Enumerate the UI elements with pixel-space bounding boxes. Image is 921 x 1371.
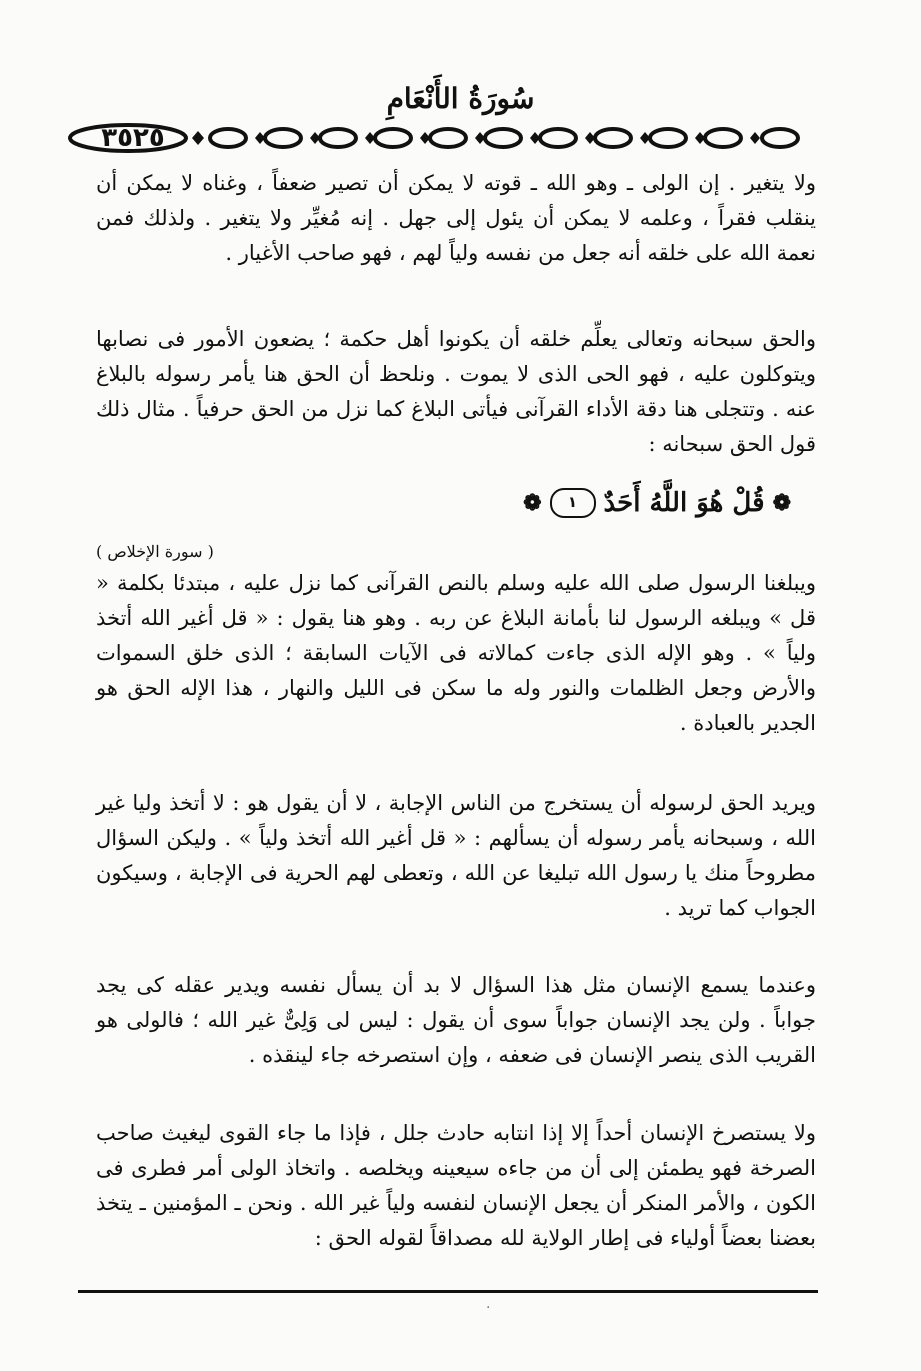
paragraph-5: وعندما يسمع الإنسان مثل هذا السؤال لا بد أن يسأل نفسه ويدير عقله كى يجد جواباً . ولن يجد الإنسان جواباً سوى أن يقول : ليس لى وَلِىٌّ غير الله ؛ فالولى هو القريب الذى ينصر الإنسان فى ضعفه ، وإن استصرخه جاء لينقذه . [96, 973, 816, 1067]
surah-title: سُورَةُ الأَنْعَامِ [386, 82, 535, 115]
verse-text: قُلْ هُوَ اللَّهُ أَحَدٌ [603, 488, 765, 518]
print-speck: · [486, 1300, 491, 1316]
ornate-bracket-left: ❁ [523, 490, 542, 516]
page-number: ٣٥٢٥ [101, 123, 165, 153]
paragraph-2: والحق سبحانه وتعالى يعلِّم خلقه أن يكونوا أهل حكمة ؛ يضعون الأمور فى نصابها ويتوكلون عليه ، فهو الحى الذى لا يموت . ونلحظ أن الحق هنا يأمر رسوله بالبلاغ عنه . وتتجلى هنا دقة الأداء القرآنى فيأتى البلاغ كما نزل من الحق حرفياً . مثال ذلك قول الحق سبحانه : [96, 327, 816, 456]
ornate-bracket-right: ❁ [772, 490, 791, 516]
ayah-number-marker: ١ [550, 488, 596, 518]
surah-reference: ( سورة الإخلاص ) [96, 542, 214, 561]
bottom-rule [78, 1290, 818, 1293]
quran-verse [523, 488, 791, 518]
paragraph-4: ويريد الحق لرسوله أن يستخرج من الناس الإجابة ، لا أن يقول هو : لا أتخذ وليا غير الله ، وسبحانه يأمر رسوله أن يسألهم : « قل أغير الله أتخذ ولياً » . وليكن السؤال مطروحاً منك يا رسول الله تبليغا عن الله ، وتعطى لهم الحرية فى الإجابة ، وسيكون الجواب كما تريد . [96, 791, 816, 920]
paragraph-6: ولا يستصرخ الإنسان أحداً إلا إذا انتابه حادث جلل ، فإذا ما جاء القوى ليغيث صاحب الصرخة فهو يطمئن إلى أن من جاءه سيعينه ويخلصه . واتخاذ الولى أمر فطرى فى الكون ، والأمر المنكر أن يجعل الإنسان لنفسه ولياً غير الله . ونحن ـ المؤمنين ـ يتخذ بعضنا بعضاً أولياء فى إطار الولاية لله مصداقاً لقوله الحق : [96, 1121, 816, 1250]
paragraph-1: ولا يتغير . إن الولى ـ وهو الله ـ قوته لا يمكن أن تصير ضعفاً ، وغناه لا يمكن أن ينقلب فقراً ، وعلمه لا يمكن أن يئول إلى جهل . إنه مُغيِّر ولا يتغير . ولذلك فمن نعمة الله على خلقه أنه جعل من نفسه ولياً لهم ، فهو صاحب الأغيار . [96, 171, 816, 265]
paragraph-3: ويبلغنا الرسول صلى الله عليه وسلم بالنص القرآنى كما نزل عليه ، مبتدئا بكلمة « قل » ويبلغه الرسول لنا بأمانة البلاغ عن ربه . وهو هنا يقول : « قل أغير الله أتخذ ولياً » . وهو الإله الذى جاءت كمالاته فى الآيات السابقة ؛ الذى خلق السموات والأرض وجعل الظلمات والنور وله ما سكن فى الليل والنهار ، هذا الإله الحق هو الجدير بالعبادة . [96, 571, 816, 735]
